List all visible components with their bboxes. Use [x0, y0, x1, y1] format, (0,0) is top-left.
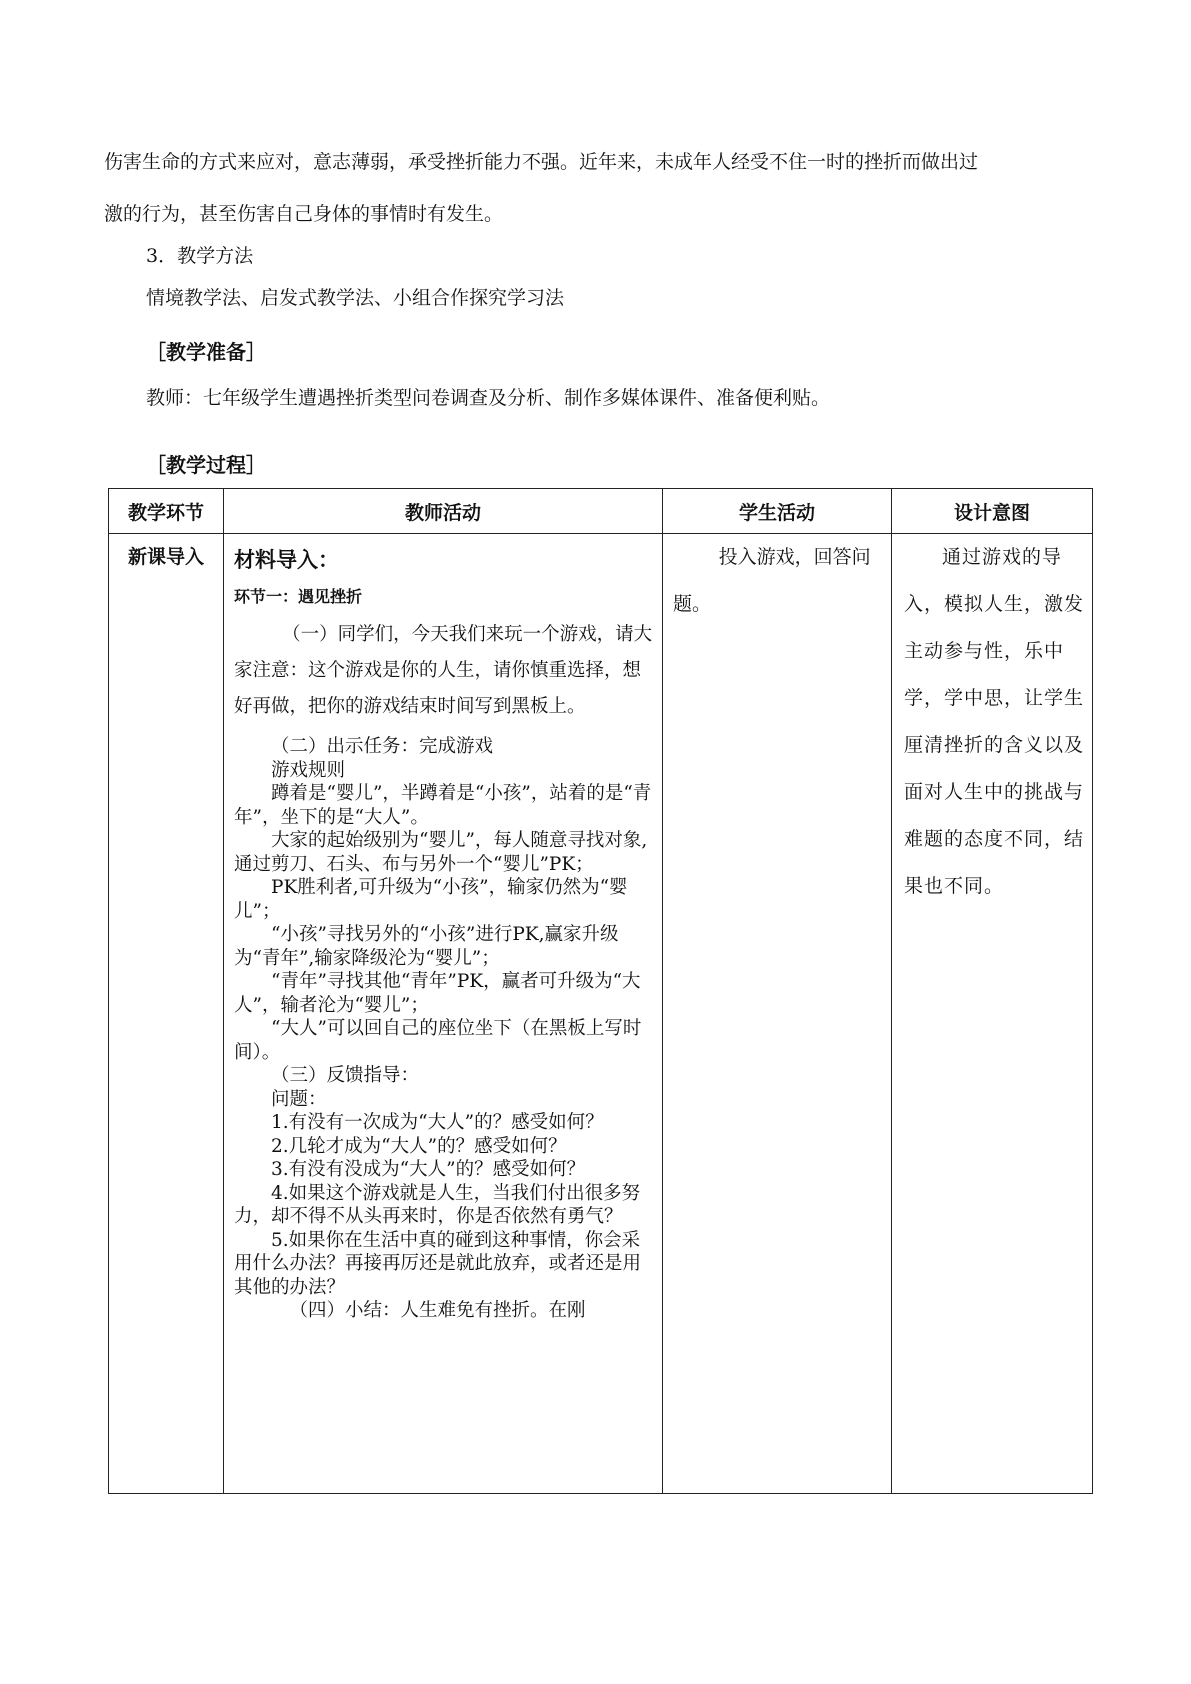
header-student: 学生活动 — [663, 489, 892, 534]
intro-line-2: 激的行为，甚至伤害自己身体的事情时有发生。 — [104, 203, 504, 225]
game-intro: （一）同学们，今天我们来玩一个游戏，请大家注意：这个游戏是你的人生，请你慎重选择，想好再做，把你的游戏结束时间写到黑板上。 — [234, 624, 653, 717]
rule-item: “小孩”寻找另外的“小孩”进行PK,赢家升级为“青年”,输家降级沦为“婴儿”； — [234, 924, 619, 969]
summary-line: （四）小结：人生难免有挫折。在刚 — [289, 1300, 586, 1321]
question-item: 2.几轮才成为“大人”的？感受如何？ — [271, 1135, 567, 1157]
feedback-line: （三）反馈指导： — [271, 1065, 420, 1086]
student-activity-cell: 投入游戏，回答问题。 — [663, 534, 892, 1494]
stage-cell: 新课导入 — [109, 534, 224, 1494]
question-item: 3.有没有没成为“大人”的？感受如何？ — [271, 1159, 586, 1180]
section-subheading: 环节一：遇见挫折 — [234, 587, 363, 606]
question-item: 1.有没有一次成为“大人”的？感受如何？ — [271, 1112, 604, 1133]
prep-text: 教师：七年级学生遭遇挫折类型问卷调查及分析、制作多媒体课件、准备便利贴。 — [146, 387, 831, 409]
rule-item: PK胜利者,可升级为“小孩”，输家仍然为“婴儿”； — [234, 877, 628, 922]
table-row — [109, 534, 1093, 1494]
question-item: 5.如果你在生活中真的碰到这种事情，你会采用什么办法？再接再厉还是就此放弃，或者还是用其他的办法？ — [234, 1229, 642, 1298]
lesson-table — [108, 488, 1093, 1494]
header-stage: 教学环节 — [109, 489, 224, 534]
prep-heading: ［教学准备］ — [146, 340, 266, 364]
task-line: （二）出示任务：完成游戏 — [271, 736, 494, 757]
rule-item: “青年”寻找其他“青年”PK，赢者可升级为“大人”，输者沦为“婴儿”； — [234, 971, 641, 1016]
question-item: 4.如果这个游戏就是人生，当我们付出很多努力，却不得不从头再来时，你是否依然有勇气？ — [234, 1182, 641, 1227]
methods-text: 情境教学法、启发式教学法、小组合作探究学习法 — [146, 287, 565, 309]
intro-line-1: 伤害生命的方式来应对，意志薄弱，承受挫折能力不强。近年来，未成年人经受不住一时的挫折而做出过 — [104, 151, 979, 173]
header-teacher: 教师活动 — [224, 489, 663, 534]
table-header-row — [109, 489, 1093, 534]
rule-item: 蹲着是“婴儿”，半蹲着是“小孩”，站着的是“青年”，坐下的是“大人”。 — [234, 783, 652, 828]
teacher-activity-cell — [224, 534, 663, 1494]
rule-item: “大人”可以回自己的座位坐下（在黑板上写时间）。 — [234, 1018, 642, 1063]
method-heading: 3．教学方法 — [146, 245, 254, 267]
rules-title: 游戏规则 — [271, 759, 346, 781]
rule-item: 大家的起始级别为“婴儿”，每人随意寻找对象,通过剪刀、石头、布与另外一个“婴儿”PK； — [234, 830, 648, 875]
header-design: 设计意图 — [892, 489, 1093, 534]
questions-title: 问题： — [271, 1088, 327, 1110]
design-intent-cell: 通过游戏的导入，模拟人生，激发主动参与性，乐中学，学中思，让学生厘清挫折的含义以及面对人生中的挑战与难题的态度不同，结果也不同。 — [892, 534, 1093, 1494]
process-heading: ［教学过程］ — [146, 453, 266, 477]
material-heading: 材料导入： — [234, 548, 339, 572]
